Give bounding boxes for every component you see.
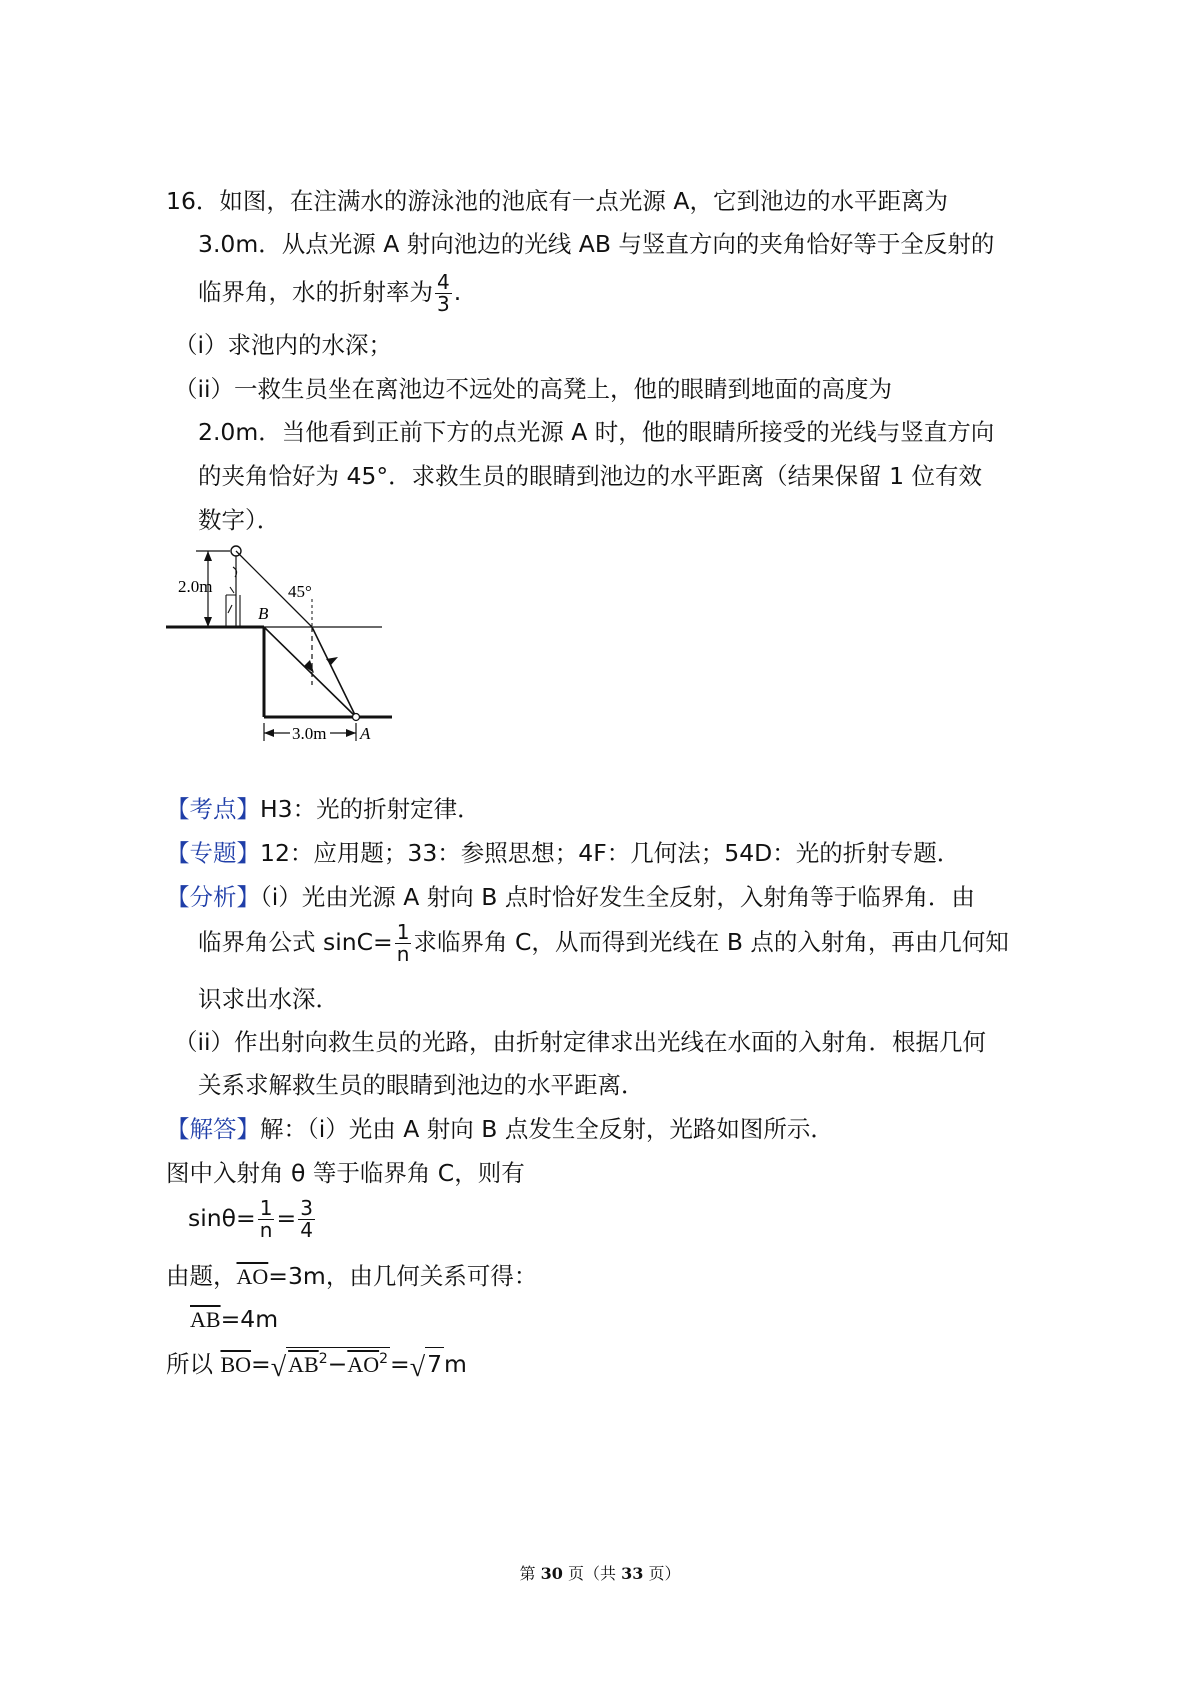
fraction-numerator: 1	[396, 920, 410, 944]
fenxi-line-1	[166, 883, 975, 911]
part-1-question: （i）求池内的水深；	[174, 331, 393, 359]
ab-value: =4m	[220, 1305, 279, 1333]
fraction-denominator: n	[396, 942, 410, 966]
ab-line	[190, 1305, 279, 1333]
zhuanti-tag: 【专题】	[166, 839, 260, 867]
radicand	[286, 1347, 390, 1378]
fenxi-line-4: （ii）作出射向救生员的光路，由折射定律求出光线在水面的入射角．根据几何	[174, 1028, 987, 1056]
problem-line-3-text: 临界角，水的折射率为	[198, 278, 433, 306]
kaodian-tag: 【考点】	[166, 795, 260, 823]
sin-fraction-2	[298, 1198, 315, 1241]
equals-sign: =	[276, 1204, 297, 1232]
segment-bo: $\overline{BO}$	[220, 1351, 252, 1377]
sqrt-seven	[409, 1349, 444, 1383]
minus-sign: −	[327, 1349, 348, 1378]
footer-mid: 页（共	[562, 1564, 622, 1583]
sin-theta-equation	[188, 1198, 317, 1241]
bo-equation	[166, 1349, 467, 1383]
fenxi-text-1: （i）光由光源 A 射向 B 点时恰好发生全反射，入射角等于临界角．由	[260, 883, 975, 911]
fraction-denominator: 3	[437, 292, 450, 316]
sin-fraction-1	[258, 1198, 275, 1241]
theta-line: 图中入射角 θ 等于临界角 C，则有	[166, 1159, 525, 1187]
width-label: 3.0m	[292, 724, 327, 743]
jieda-tag: 【解答】	[166, 1115, 260, 1143]
sin-theta-prefix: sinθ=	[188, 1204, 256, 1232]
youti-prefix: 由题，	[166, 1262, 237, 1290]
fraction-numerator: 1	[259, 1196, 273, 1220]
dim-arrow-right	[346, 729, 356, 737]
total-pages: 33	[621, 1564, 644, 1583]
youti-suffix: =3m，由几何关系可得：	[268, 1262, 538, 1290]
light-source-icon	[353, 714, 360, 721]
zhuanti-line	[166, 839, 961, 867]
fenxi-line-5: 关系求解救生员的眼睛到池边的水平距离．	[198, 1071, 645, 1099]
pool-diagram	[160, 535, 400, 750]
page-footer	[0, 1561, 1200, 1584]
period: .	[453, 278, 462, 306]
problem-line-3	[198, 272, 461, 315]
fenxi-text-2a: 临界角公式 sinC=	[198, 928, 393, 956]
segment-ao: $\overline{AO}$	[236, 1264, 269, 1289]
refractive-index-fraction	[435, 272, 452, 315]
problem-number: 16．	[166, 187, 220, 215]
part-2-line-2: 2.0m．当他看到正前下方的点光源 A 时，他的眼睛所接受的光线与竖直方向	[198, 418, 995, 446]
exponent: 2	[318, 1351, 328, 1367]
footer-pre: 第	[519, 1564, 541, 1583]
height-label: 2.0m	[178, 577, 213, 596]
kaodian-line	[166, 795, 481, 823]
sqrt-expression	[270, 1349, 390, 1383]
point-b-label: B	[258, 604, 269, 623]
segment-ao: $\overline{AO}$	[347, 1351, 380, 1377]
problem-line-1	[166, 187, 948, 215]
equals-sign: =	[251, 1349, 271, 1378]
problem-text: 如图，在注满水的游泳池的池底有一点光源 A，它到池边的水平距离为	[219, 187, 948, 215]
fraction-numerator: 3	[300, 1196, 313, 1220]
unit: m	[444, 1349, 467, 1378]
lifeguard-figure-icon	[226, 567, 240, 627]
segment-ab: $\overline{AB}$	[190, 1307, 221, 1332]
footer-post: 页）	[643, 1564, 681, 1583]
fenxi-tag: 【分析】	[166, 883, 260, 911]
youti-line	[166, 1262, 538, 1290]
part-2-line-1: （ii）一救生员坐在离池边不远处的高凳上，他的眼睛到地面的高度为	[174, 375, 893, 403]
fraction-numerator: 4	[437, 270, 450, 294]
dim-arrow-left	[264, 729, 274, 737]
dim-arrow-up	[204, 551, 212, 561]
segment-ab: AB	[288, 1351, 319, 1377]
point-a-label: A	[360, 724, 371, 743]
fraction-denominator: 4	[300, 1218, 313, 1242]
problem-line-2: 3.0m．从点光源 A 射向池边的光线 AB 与竖直方向的夹角恰好等于全反射的	[198, 230, 995, 258]
fenxi-text-2b: 求临界角 C，从而得到光线在 B 点的入射角，再由几何知	[413, 928, 1009, 956]
exponent: 2	[379, 1351, 389, 1367]
page-number: 30	[540, 1564, 563, 1583]
water-ray	[312, 627, 356, 717]
critical-angle-fraction	[395, 922, 412, 965]
fenxi-line-2	[198, 922, 1009, 965]
radicand: 7	[425, 1347, 444, 1378]
equals-sign: =	[390, 1349, 410, 1378]
fraction-denominator: n	[259, 1218, 273, 1242]
suoyi-prefix: 所以	[166, 1349, 221, 1378]
radical-icon: √	[270, 1351, 287, 1383]
ray-ab	[264, 627, 356, 717]
radical-icon: √	[409, 1351, 426, 1383]
angle-label: 45°	[288, 582, 312, 601]
part-2-line-3: 的夹角恰好为 45°．求救生员的眼睛到池边的水平距离（结果保留 1 位有效	[198, 462, 983, 490]
fenxi-line-3: 识求出水深．	[198, 985, 339, 1013]
kaodian-text: H3：光的折射定律．	[260, 795, 481, 823]
jieda-line	[166, 1115, 834, 1143]
zhuanti-text: 12：应用题；33：参照思想；4F：几何法；54D：光的折射专题．	[260, 839, 961, 867]
jieda-text: 解：（i）光由 A 射向 B 点发生全反射，光路如图所示．	[260, 1115, 834, 1143]
part-2-line-4: 数字）．	[198, 506, 281, 534]
